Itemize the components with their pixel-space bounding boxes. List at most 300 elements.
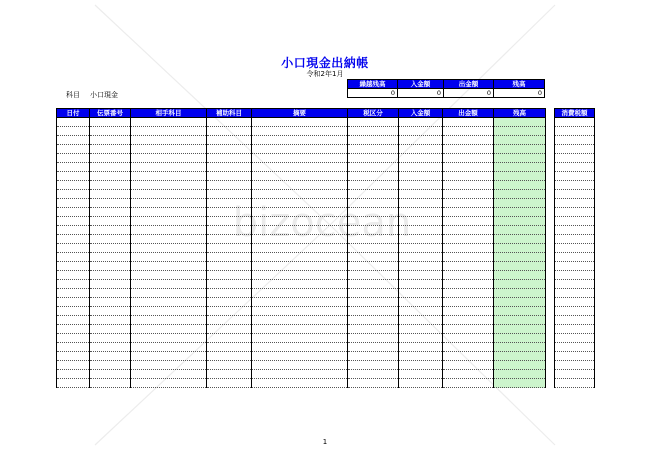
cell-tax-class[interactable] [348,136,399,145]
cell-description[interactable] [252,136,348,145]
cell-description[interactable] [252,361,348,370]
cell-balance[interactable] [494,226,546,235]
cell-description[interactable] [252,145,348,154]
cell-sub-account[interactable] [207,289,252,298]
cell-balance[interactable] [494,154,546,163]
cell-tax[interactable] [555,370,595,379]
cell-balance[interactable] [494,262,546,271]
cell-sub-account[interactable] [207,262,252,271]
cell-date[interactable] [57,271,90,280]
cell-sub-account[interactable] [207,361,252,370]
cell-description[interactable] [252,334,348,343]
cell-voucher[interactable] [90,379,131,388]
cell-deposit[interactable] [399,163,443,172]
cell-voucher[interactable] [90,271,131,280]
cell-description[interactable] [252,208,348,217]
cell-deposit[interactable] [399,190,443,199]
cell-sub-account[interactable] [207,253,252,262]
cell-withdrawal[interactable] [443,181,494,190]
cell-date[interactable] [57,127,90,136]
cell-voucher[interactable] [90,154,131,163]
cell-balance[interactable] [494,244,546,253]
cell-tax[interactable] [555,334,595,343]
cell-deposit[interactable] [399,343,443,352]
cell-tax-class[interactable] [348,316,399,325]
cell-date[interactable] [57,226,90,235]
cell-tax-class[interactable] [348,199,399,208]
cell-tax[interactable] [555,118,595,127]
cell-sub-account[interactable] [207,370,252,379]
cell-date[interactable] [57,136,90,145]
cell-date[interactable] [57,154,90,163]
cell-tax[interactable] [555,172,595,181]
cell-account[interactable] [131,253,207,262]
cell-voucher[interactable] [90,334,131,343]
cell-date[interactable] [57,145,90,154]
cell-sub-account[interactable] [207,226,252,235]
cell-tax-class[interactable] [348,307,399,316]
cell-deposit[interactable] [399,145,443,154]
cell-account[interactable] [131,154,207,163]
cell-withdrawal[interactable] [443,262,494,271]
cell-voucher[interactable] [90,127,131,136]
cell-date[interactable] [57,361,90,370]
cell-date[interactable] [57,316,90,325]
cell-account[interactable] [131,172,207,181]
cell-description[interactable] [252,298,348,307]
cell-deposit[interactable] [399,181,443,190]
cell-voucher[interactable] [90,181,131,190]
cell-balance[interactable] [494,289,546,298]
cell-description[interactable] [252,217,348,226]
cell-tax-class[interactable] [348,343,399,352]
cell-deposit[interactable] [399,244,443,253]
cell-tax[interactable] [555,154,595,163]
cell-account[interactable] [131,316,207,325]
cell-account[interactable] [131,136,207,145]
cell-date[interactable] [57,217,90,226]
cell-deposit[interactable] [399,298,443,307]
cell-balance[interactable] [494,307,546,316]
cell-voucher[interactable] [90,307,131,316]
cell-tax-class[interactable] [348,181,399,190]
cell-account[interactable] [131,208,207,217]
cell-description[interactable] [252,181,348,190]
cell-deposit[interactable] [399,118,443,127]
cell-sub-account[interactable] [207,145,252,154]
cell-date[interactable] [57,181,90,190]
cell-balance[interactable] [494,118,546,127]
cell-withdrawal[interactable] [443,370,494,379]
cell-deposit[interactable] [399,127,443,136]
cell-tax[interactable] [555,352,595,361]
cell-sub-account[interactable] [207,217,252,226]
cell-balance[interactable] [494,298,546,307]
cell-description[interactable] [252,370,348,379]
cell-sub-account[interactable] [207,325,252,334]
cell-sub-account[interactable] [207,271,252,280]
cell-tax-class[interactable] [348,289,399,298]
cell-deposit[interactable] [399,235,443,244]
cell-balance[interactable] [494,379,546,388]
cell-tax[interactable] [555,253,595,262]
cell-sub-account[interactable] [207,208,252,217]
cell-withdrawal[interactable] [443,280,494,289]
cell-account[interactable] [131,226,207,235]
cell-account[interactable] [131,262,207,271]
cell-voucher[interactable] [90,163,131,172]
cell-description[interactable] [252,190,348,199]
cell-tax-class[interactable] [348,244,399,253]
cell-tax[interactable] [555,136,595,145]
cell-voucher[interactable] [90,253,131,262]
cell-account[interactable] [131,379,207,388]
cell-voucher[interactable] [90,118,131,127]
cell-withdrawal[interactable] [443,127,494,136]
cell-withdrawal[interactable] [443,154,494,163]
cell-tax-class[interactable] [348,163,399,172]
cell-voucher[interactable] [90,361,131,370]
cell-voucher[interactable] [90,343,131,352]
cell-balance[interactable] [494,217,546,226]
cell-date[interactable] [57,262,90,271]
cell-withdrawal[interactable] [443,190,494,199]
cell-balance[interactable] [494,334,546,343]
cell-account[interactable] [131,199,207,208]
cell-withdrawal[interactable] [443,253,494,262]
cell-withdrawal[interactable] [443,325,494,334]
cell-tax-class[interactable] [348,280,399,289]
cell-voucher[interactable] [90,298,131,307]
cell-tax[interactable] [555,316,595,325]
cell-voucher[interactable] [90,352,131,361]
cell-withdrawal[interactable] [443,118,494,127]
cell-description[interactable] [252,325,348,334]
cell-balance[interactable] [494,127,546,136]
cell-deposit[interactable] [399,262,443,271]
cell-voucher[interactable] [90,316,131,325]
cell-tax[interactable] [555,325,595,334]
cell-tax[interactable] [555,163,595,172]
cell-date[interactable] [57,289,90,298]
cell-deposit[interactable] [399,289,443,298]
cell-sub-account[interactable] [207,379,252,388]
cell-voucher[interactable] [90,235,131,244]
cell-tax[interactable] [555,289,595,298]
cell-withdrawal[interactable] [443,208,494,217]
cell-tax-class[interactable] [348,217,399,226]
cell-deposit[interactable] [399,361,443,370]
cell-tax-class[interactable] [348,370,399,379]
cell-balance[interactable] [494,172,546,181]
cell-withdrawal[interactable] [443,172,494,181]
cell-sub-account[interactable] [207,343,252,352]
cell-tax[interactable] [555,145,595,154]
cell-deposit[interactable] [399,154,443,163]
cell-date[interactable] [57,208,90,217]
cell-tax[interactable] [555,181,595,190]
cell-date[interactable] [57,163,90,172]
cell-sub-account[interactable] [207,181,252,190]
cell-sub-account[interactable] [207,199,252,208]
cell-account[interactable] [131,244,207,253]
cell-tax[interactable] [555,226,595,235]
cell-sub-account[interactable] [207,163,252,172]
cell-tax[interactable] [555,262,595,271]
cell-tax[interactable] [555,379,595,388]
cell-description[interactable] [252,235,348,244]
cell-description[interactable] [252,271,348,280]
cell-deposit[interactable] [399,379,443,388]
cell-sub-account[interactable] [207,190,252,199]
cell-account[interactable] [131,289,207,298]
cell-account[interactable] [131,190,207,199]
cell-account[interactable] [131,145,207,154]
cell-voucher[interactable] [90,190,131,199]
cell-description[interactable] [252,118,348,127]
cell-withdrawal[interactable] [443,289,494,298]
cell-tax-class[interactable] [348,334,399,343]
cell-sub-account[interactable] [207,280,252,289]
cell-description[interactable] [252,316,348,325]
cell-description[interactable] [252,289,348,298]
cell-sub-account[interactable] [207,352,252,361]
cell-tax[interactable] [555,235,595,244]
cell-account[interactable] [131,235,207,244]
cell-date[interactable] [57,199,90,208]
cell-withdrawal[interactable] [443,298,494,307]
cell-withdrawal[interactable] [443,343,494,352]
cell-deposit[interactable] [399,271,443,280]
cell-sub-account[interactable] [207,118,252,127]
summary-value-withdrawal[interactable]: 0 [444,89,494,98]
cell-deposit[interactable] [399,307,443,316]
cell-balance[interactable] [494,361,546,370]
cell-voucher[interactable] [90,226,131,235]
cell-balance[interactable] [494,190,546,199]
cell-deposit[interactable] [399,226,443,235]
cell-account[interactable] [131,298,207,307]
cell-withdrawal[interactable] [443,145,494,154]
cell-voucher[interactable] [90,262,131,271]
cell-tax-class[interactable] [348,127,399,136]
cell-date[interactable] [57,370,90,379]
cell-tax-class[interactable] [348,361,399,370]
cell-date[interactable] [57,235,90,244]
cell-tax[interactable] [555,307,595,316]
cell-voucher[interactable] [90,325,131,334]
cell-withdrawal[interactable] [443,235,494,244]
cell-account[interactable] [131,352,207,361]
cell-voucher[interactable] [90,172,131,181]
cell-tax[interactable] [555,127,595,136]
cell-sub-account[interactable] [207,154,252,163]
cell-balance[interactable] [494,163,546,172]
summary-value-balance[interactable]: 0 [494,89,545,98]
cell-account[interactable] [131,217,207,226]
cell-deposit[interactable] [399,136,443,145]
cell-deposit[interactable] [399,316,443,325]
cell-account[interactable] [131,271,207,280]
cell-date[interactable] [57,325,90,334]
cell-sub-account[interactable] [207,136,252,145]
cell-account[interactable] [131,325,207,334]
cell-description[interactable] [252,244,348,253]
cell-date[interactable] [57,253,90,262]
cell-voucher[interactable] [90,244,131,253]
cell-withdrawal[interactable] [443,307,494,316]
cell-sub-account[interactable] [207,244,252,253]
cell-deposit[interactable] [399,208,443,217]
cell-voucher[interactable] [90,145,131,154]
cell-deposit[interactable] [399,172,443,181]
cell-withdrawal[interactable] [443,316,494,325]
cell-description[interactable] [252,226,348,235]
cell-account[interactable] [131,370,207,379]
cell-voucher[interactable] [90,370,131,379]
cell-description[interactable] [252,262,348,271]
cell-withdrawal[interactable] [443,271,494,280]
cell-balance[interactable] [494,280,546,289]
cell-deposit[interactable] [399,352,443,361]
cell-tax-class[interactable] [348,298,399,307]
cell-tax-class[interactable] [348,145,399,154]
cell-tax[interactable] [555,190,595,199]
cell-withdrawal[interactable] [443,361,494,370]
cell-tax-class[interactable] [348,172,399,181]
cell-tax-class[interactable] [348,154,399,163]
cell-voucher[interactable] [90,289,131,298]
cell-account[interactable] [131,307,207,316]
cell-account[interactable] [131,361,207,370]
cell-balance[interactable] [494,370,546,379]
cell-date[interactable] [57,118,90,127]
cell-description[interactable] [252,172,348,181]
cell-voucher[interactable] [90,280,131,289]
cell-sub-account[interactable] [207,334,252,343]
cell-account[interactable] [131,280,207,289]
cell-tax[interactable] [555,361,595,370]
cell-tax[interactable] [555,280,595,289]
cell-tax-class[interactable] [348,235,399,244]
cell-date[interactable] [57,280,90,289]
cell-sub-account[interactable] [207,127,252,136]
cell-date[interactable] [57,172,90,181]
cell-deposit[interactable] [399,253,443,262]
cell-withdrawal[interactable] [443,217,494,226]
cell-description[interactable] [252,154,348,163]
cell-balance[interactable] [494,136,546,145]
cell-date[interactable] [57,343,90,352]
cell-balance[interactable] [494,352,546,361]
cell-description[interactable] [252,307,348,316]
cell-withdrawal[interactable] [443,226,494,235]
cell-balance[interactable] [494,325,546,334]
cell-tax[interactable] [555,217,595,226]
cell-voucher[interactable] [90,136,131,145]
cell-account[interactable] [131,163,207,172]
cell-voucher[interactable] [90,208,131,217]
cell-balance[interactable] [494,145,546,154]
cell-withdrawal[interactable] [443,199,494,208]
cell-deposit[interactable] [399,325,443,334]
cell-withdrawal[interactable] [443,244,494,253]
cell-tax-class[interactable] [348,118,399,127]
cell-description[interactable] [252,280,348,289]
cell-description[interactable] [252,343,348,352]
cell-description[interactable] [252,352,348,361]
cell-tax[interactable] [555,271,595,280]
cell-sub-account[interactable] [207,235,252,244]
cell-tax[interactable] [555,298,595,307]
cell-description[interactable] [252,199,348,208]
cell-account[interactable] [131,334,207,343]
cell-tax-class[interactable] [348,352,399,361]
cell-sub-account[interactable] [207,316,252,325]
cell-voucher[interactable] [90,217,131,226]
cell-date[interactable] [57,244,90,253]
cell-withdrawal[interactable] [443,163,494,172]
cell-balance[interactable] [494,253,546,262]
cell-balance[interactable] [494,316,546,325]
cell-tax-class[interactable] [348,325,399,334]
cell-description[interactable] [252,163,348,172]
cell-balance[interactable] [494,343,546,352]
cell-sub-account[interactable] [207,298,252,307]
cell-balance[interactable] [494,199,546,208]
cell-account[interactable] [131,118,207,127]
cell-deposit[interactable] [399,280,443,289]
summary-value-deposit[interactable]: 0 [398,89,444,98]
cell-tax-class[interactable] [348,271,399,280]
cell-balance[interactable] [494,235,546,244]
cell-balance[interactable] [494,208,546,217]
cell-date[interactable] [57,298,90,307]
cell-voucher[interactable] [90,199,131,208]
cell-deposit[interactable] [399,370,443,379]
cell-date[interactable] [57,307,90,316]
cell-balance[interactable] [494,271,546,280]
cell-withdrawal[interactable] [443,352,494,361]
cell-sub-account[interactable] [207,172,252,181]
cell-sub-account[interactable] [207,307,252,316]
cell-tax-class[interactable] [348,190,399,199]
cell-tax-class[interactable] [348,208,399,217]
cell-description[interactable] [252,127,348,136]
cell-tax[interactable] [555,343,595,352]
cell-tax-class[interactable] [348,226,399,235]
cell-withdrawal[interactable] [443,379,494,388]
cell-date[interactable] [57,379,90,388]
cell-deposit[interactable] [399,217,443,226]
cell-deposit[interactable] [399,199,443,208]
cell-balance[interactable] [494,181,546,190]
cell-withdrawal[interactable] [443,334,494,343]
cell-date[interactable] [57,352,90,361]
cell-tax-class[interactable] [348,379,399,388]
cell-tax[interactable] [555,244,595,253]
cell-account[interactable] [131,181,207,190]
cell-account[interactable] [131,343,207,352]
cell-tax[interactable] [555,199,595,208]
cell-date[interactable] [57,334,90,343]
summary-value-carryover[interactable]: 0 [348,89,398,98]
cell-withdrawal[interactable] [443,136,494,145]
cell-account[interactable] [131,127,207,136]
cell-description[interactable] [252,253,348,262]
cell-deposit[interactable] [399,334,443,343]
cell-tax-class[interactable] [348,253,399,262]
